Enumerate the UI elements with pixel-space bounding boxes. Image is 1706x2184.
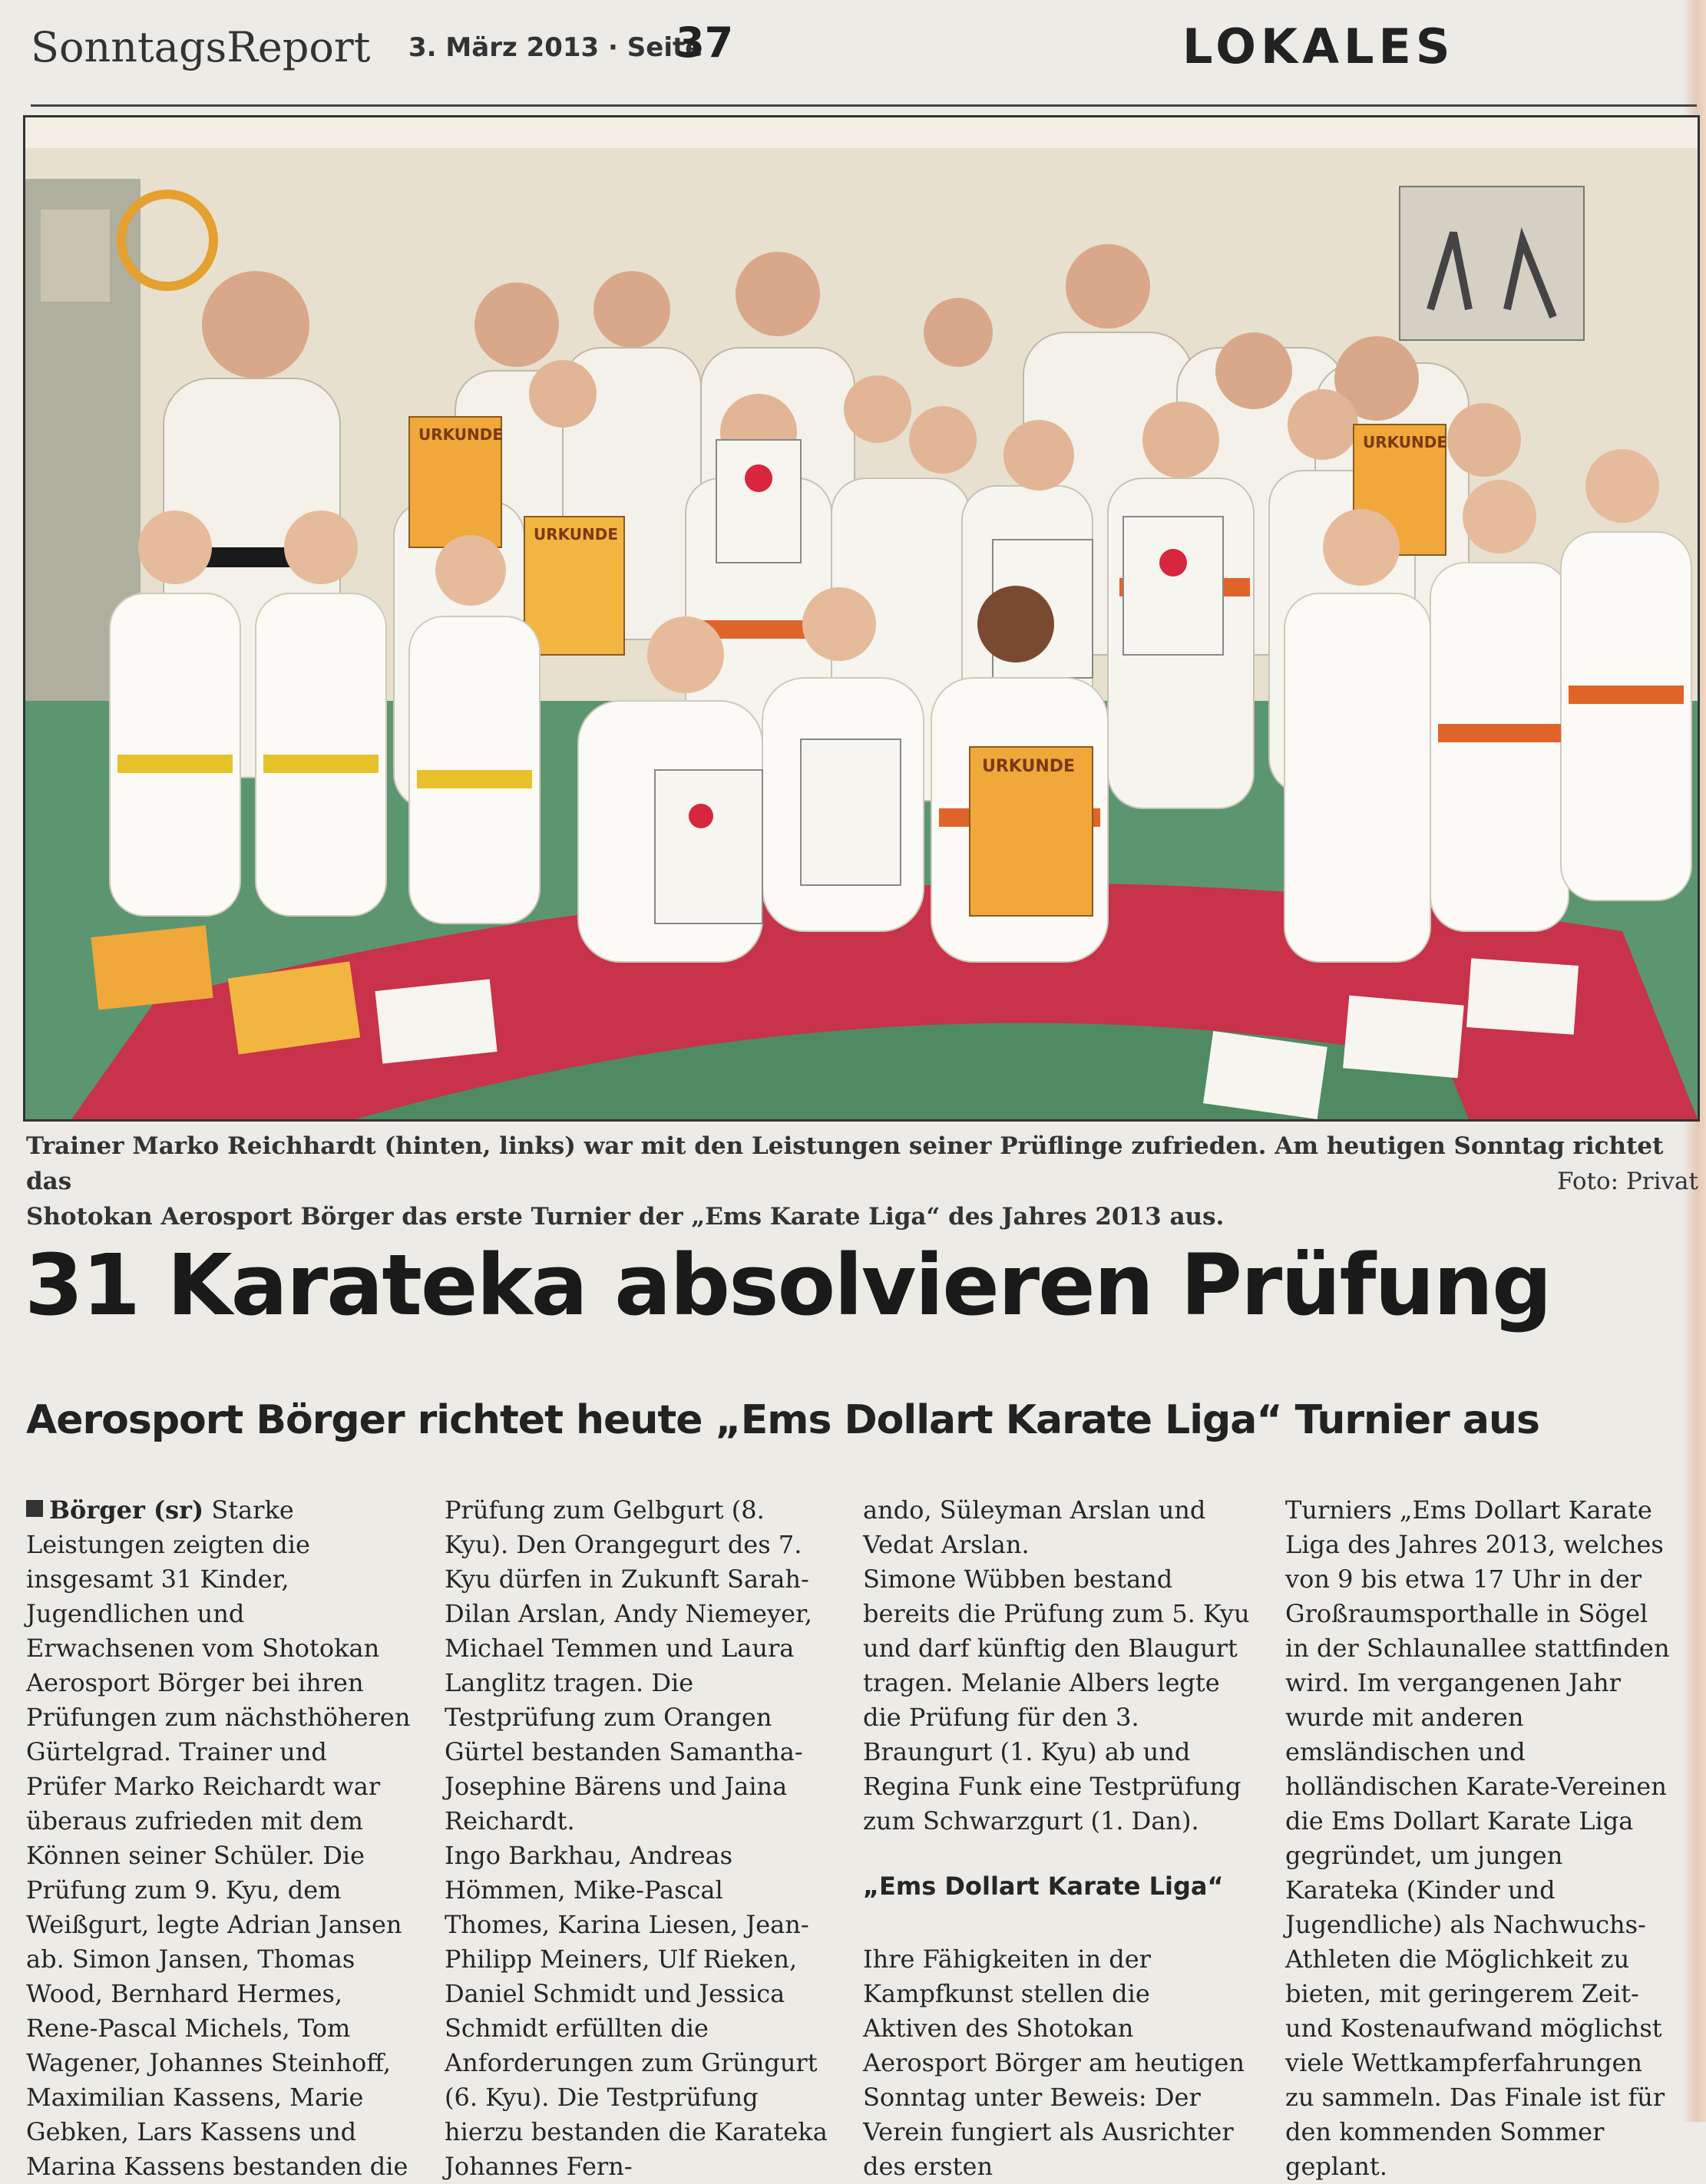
paragraph: Starke Leistungen zeigten die insgesamt 31 Kinder, Jugendlichen und Erwachsenen vom Shotokan Aerosport Börger bei ihren Prüfungen zum nächsthöheren Gürtelgrad. Trainer und Prüfer Marko Reichardt war überaus zufrieden mit dem Können seiner Schüler. Die Prüfung zum 9. Kyu, dem Weißgurt, legte Adrian Jansen ab. Simon Jansen, Thomas Wood, Bernhard Hermes, Rene-Pascal Michels, Tom Wagener, Johannes Steinhoff, Maximilian Kassens, Marie Gebken, Lars Kassens und Marina Kassens bestanden die bbox=[26, 1495, 411, 2181]
caption-line: Trainer Marko Reichhardt (hinten, links) war mit den Leistungen seiner Prüflinge zufrieden. Am heutigen Sonntag richtet das bbox=[26, 1132, 1664, 1195]
page-number: 37 bbox=[676, 18, 734, 67]
paragraph: Turniers „Ems Dollart Karate Liga des Jahres 2013, welches von 9 bis etwa 17 Uhr in der Großraumsporthalle in Sögel in der Schlaunallee stattfinden wird. Im vergangenen Jahr wurde mit anderen emsländischen und holländischen Karate-Vereinen die Ems Dollart Karate Liga gegründet, um jungen Karateka (Kinder und Jugendliche) als Nachwuchs-Athleten die Möglichkeit zu bieten, mit geringerem Zeit- und Kostenaufwand möglichst viele Wettkampferfahrungen zu sammeln. Das Finale ist für den kommenden Sommer geplant. bbox=[1285, 1495, 1670, 2181]
caption-line: Shotokan Aerosport Börger das erste Turnier der „Ems Karate Liga“ des Jahres 2013 aus. bbox=[26, 1203, 1225, 1231]
paragraph: Prüfung zum Gelbgurt (8. Kyu). Den Orangegurt des 7. Kyu dürfen in Zukunft Sarah-Dilan Arslan, Andy Niemeyer, Michael Temmen und Laura Langlitz tragen. Die Testprüfung zum Orangen Gürtel bestanden Samantha-Josephine Bärens und Jaina Reichardt. bbox=[445, 1495, 812, 1835]
group-photo bbox=[23, 115, 1700, 1122]
masthead bbox=[31, 14, 1689, 98]
dateline: Börger (sr) bbox=[49, 1495, 204, 1525]
section-subhead: „Ems Dollart Karate Liga“ bbox=[863, 1872, 1224, 1901]
article-column-1 bbox=[26, 1493, 414, 2184]
issue-date: 3. März 2013 · Seite bbox=[408, 32, 703, 63]
certificate-text: URKUNDE bbox=[982, 757, 1076, 776]
subheadline: Aerosport Börger richtet heute „Ems Dollart Karate Liga“ Turnier aus bbox=[26, 1397, 1539, 1443]
article-column-2 bbox=[445, 1493, 832, 2184]
bullet-square-icon bbox=[26, 1500, 43, 1517]
headline: 31 Karateka absolvieren Prüfung bbox=[25, 1236, 1551, 1334]
article-column-3 bbox=[863, 1493, 1251, 2184]
photo-credit: Foto: Privat bbox=[1557, 1168, 1698, 1195]
paragraph: Simone Wübben bestand bereits die Prüfung zum 5. Kyu und darf künftig den Blaugurt tragen. Melanie Albers legte die Prüfung für den 3. Braungurt (1. Kyu) ab und Regina Funk eine Testprüfung zum Schwarzgurt (1. Dan). bbox=[863, 1564, 1250, 1835]
certificate-text: URKUNDE bbox=[1363, 433, 1448, 451]
wall-poster bbox=[1400, 187, 1584, 340]
paragraph: Ingo Barkhau, Andreas Hömmen, Mike-Pascal Thomes, Karina Liesen, Jean-Philipp Meiners, Ulf Rieken, Daniel Schmidt und Jessica Schmidt erfüllten die Anforderungen zum Grüngurt (6. Kyu). Die Testprüfung hierzu bestanden die Karateka Johannes Fern- bbox=[445, 1841, 828, 2181]
certificate-text: URKUNDE bbox=[418, 425, 504, 444]
header-rule bbox=[31, 104, 1697, 107]
newspaper-name: SonntagsReport bbox=[31, 23, 371, 71]
photo-caption bbox=[26, 1128, 1698, 1234]
paragraph: Ihre Fähigkeiten in der Kampfkunst stellen die Aktiven des Shotokan Aerosport Börger am heutigen Sonntag unter Beweis: Der Verein fungiert als Ausrichter des ersten bbox=[863, 1944, 1245, 2181]
certificate-text: URKUNDE bbox=[534, 525, 619, 544]
paragraph: ando, Süleyman Arslan und Vedat Arslan. bbox=[863, 1495, 1206, 1559]
article-body bbox=[26, 1493, 1700, 2181]
group-photo-illustration bbox=[25, 117, 1698, 1119]
section-title: LOKALES bbox=[1182, 18, 1455, 74]
article-column-4 bbox=[1285, 1493, 1673, 2184]
